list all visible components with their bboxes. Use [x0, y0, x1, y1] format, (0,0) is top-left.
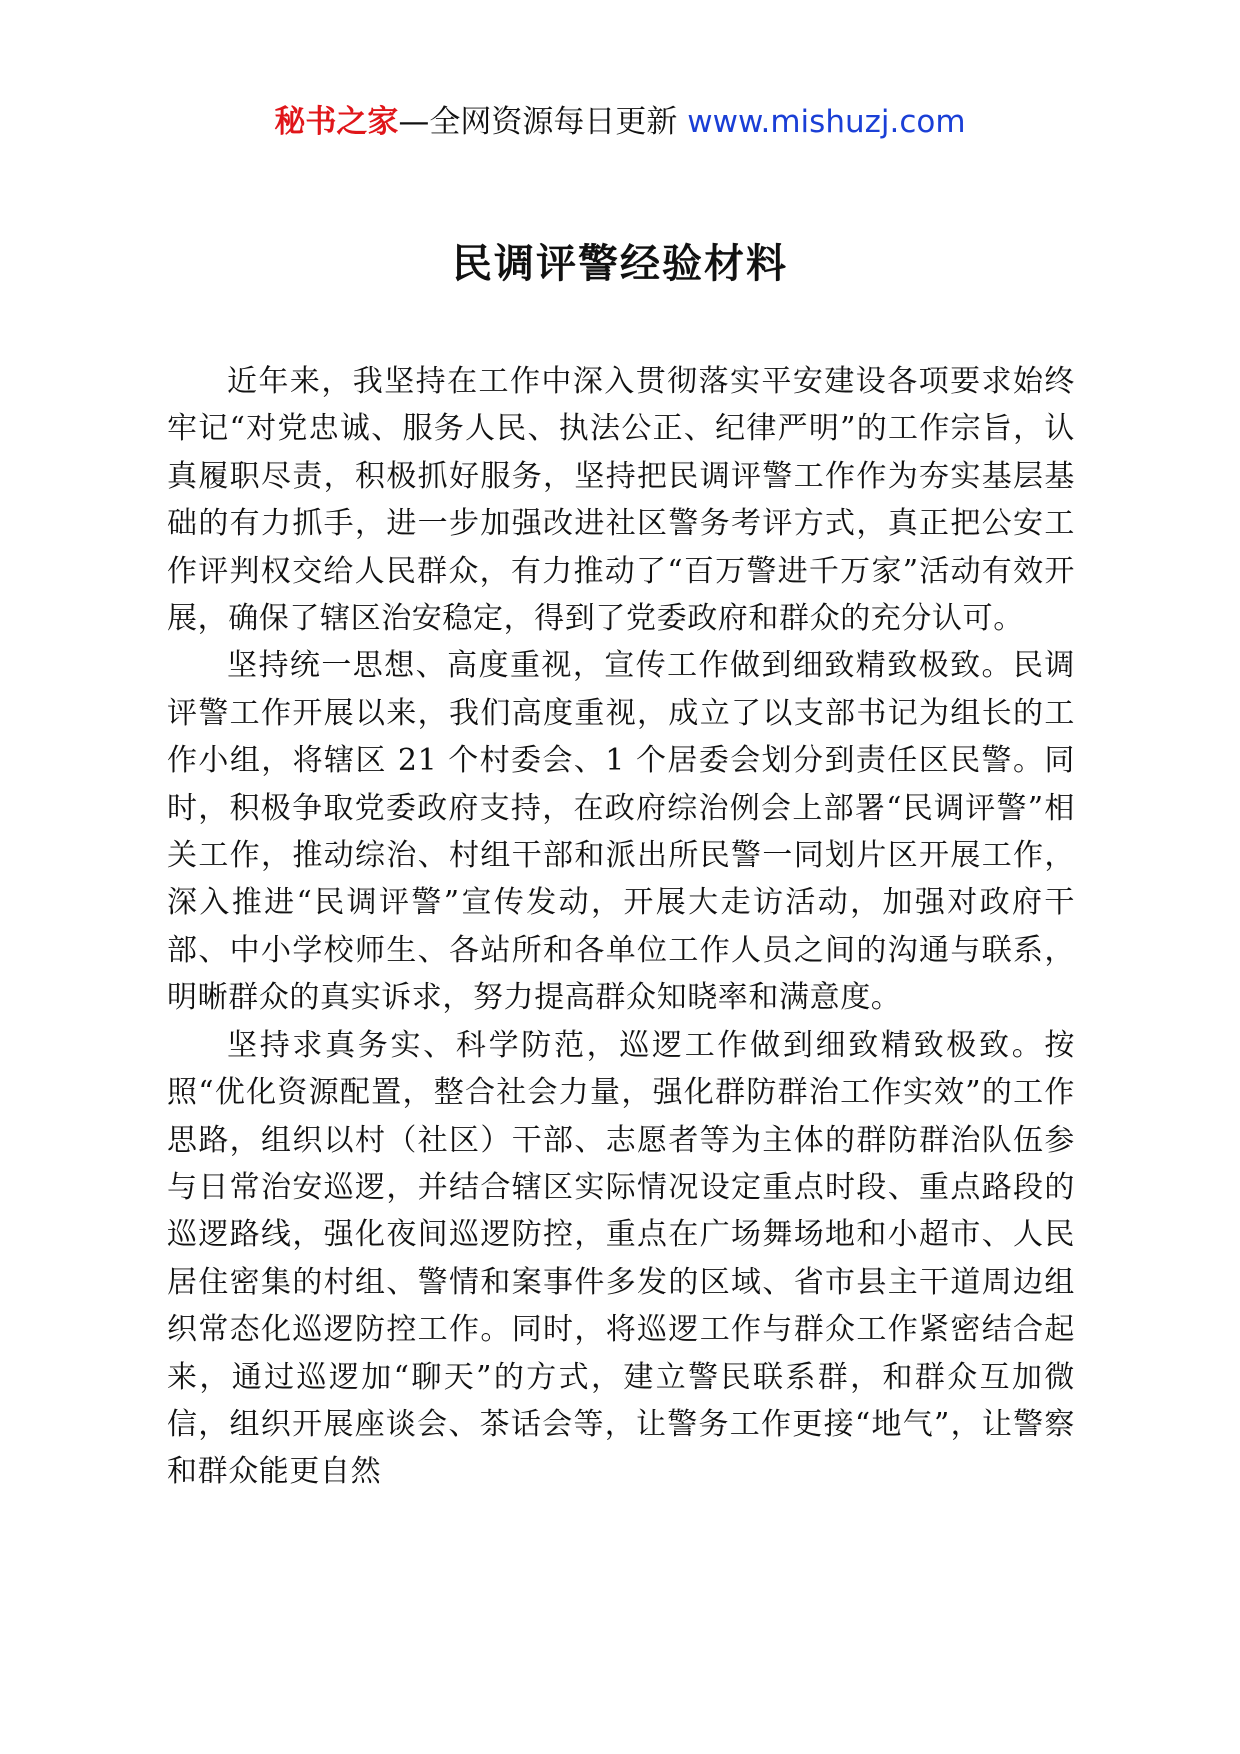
site-tagline: —全网资源每日更新	[398, 104, 678, 140]
document-body	[167, 358, 1075, 1496]
site-url-link[interactable]: www.mishuzj.com	[687, 104, 966, 140]
body-paragraph: 坚持求真务实、科学防范，巡逻工作做到细致精致极致。按照“优化资源配置，整合社会力量，强化群防群治工作实效”的工作思路，组织以村（社区）干部、志愿者等为主体的群防群治队伍参与日常治安巡逻，并结合辖区实际情况设定重点时段、重点路段的巡逻路线，强化夜间巡逻防控，重点在广场舞场地和小超市、人民居住密集的村组、警情和案事件多发的区域、省市县主干道周边组织常态化巡逻防控工作。同时，将巡逻工作与群众工作紧密结合起来，通过巡逻加“聊天”的方式，建立警民联系群，和群众互加微信，组织开展座谈会、茶话会等，让警务工作更接“地气”，让警察和群众能更自然	[167, 1027, 1075, 1490]
site-header	[0, 100, 1240, 144]
document-title: 民调评警经验材料	[452, 240, 788, 287]
site-brand: 秘书之家	[274, 104, 399, 140]
body-paragraph: 近年来，我坚持在工作中深入贯彻落实平安建设各项要求始终牢记“对党忠诚、服务人民、执法公正、纪律严明”的工作宗旨，认真履职尽责，积极抓好服务，坚持把民调评警工作作为夯实基层基础的有力抓手，进一步加强改进社区警务考评方式，真正把公安工作评判权交给人民群众，有力推动了“百万警进千万家”活动有效开展，确保了辖区治安稳定，得到了党委政府和群众的充分认可。	[167, 364, 1075, 637]
body-paragraph: 坚持统一思想、高度重视，宣传工作做到细致精致极致。民调评警工作开展以来，我们高度重视，成立了以支部书记为组长的工作小组，将辖区 21 个村委会、1 个居委会划分到责任区民警。同时，积极争取党委政府支持，在政府综治例会上部署“民调评警”相关工作，推动综治、村组干部和派出所民警一同划片区开展工作，深入推进“民调评警”宣传发动，开展大走访活动，加强对政府干部、中小学校师生、各站所和各单位工作人员之间的沟通与联系，明晰群众的真实诉求，努力提高群众知晓率和满意度。	[167, 648, 1075, 1016]
